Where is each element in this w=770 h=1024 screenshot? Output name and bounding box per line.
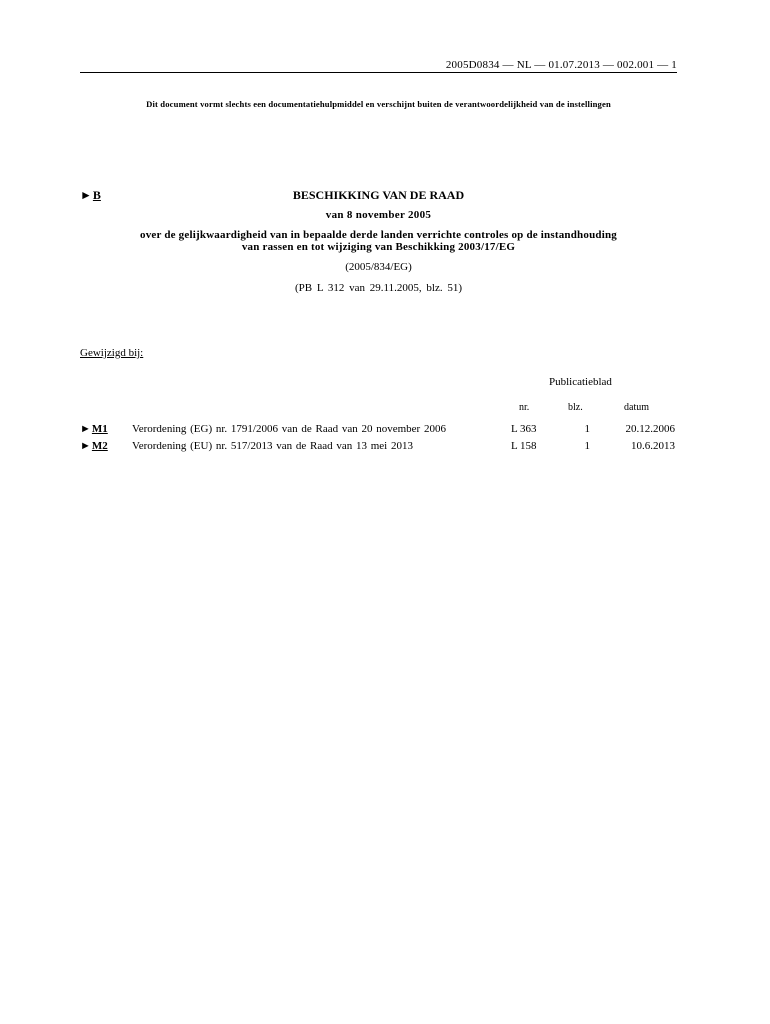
act-title: BESCHIKKING VAN DE RAAD [292,188,465,202]
column-header-datum: datum [624,402,649,413]
arrow-right-icon: ► [80,440,91,452]
amendment-page: 1 [584,440,590,452]
amendment-oj-number: L 158 [511,440,537,452]
amendment-row [80,423,677,439]
publicatieblad-header: Publicatieblad [549,376,612,388]
header-divider [80,72,677,73]
act-subject-line-1: over de gelijkwaardigheid van in bepaalde derde landen verrichte controles op de instandhouding [140,229,617,241]
amendment-page: 1 [584,423,590,435]
amendment-row [80,440,677,456]
act-subject [80,229,677,253]
amendment-marker[interactable] [80,423,108,435]
amendment-code-link[interactable]: M2 [91,440,108,452]
amendment-marker[interactable] [80,440,108,452]
amendment-description: Verordening (EU) nr. 517/2013 van de Raad van 13 mei 2013 [132,440,413,452]
arrow-right-icon: ► [80,188,92,202]
amendment-description: Verordening (EG) nr. 1791/2006 van de Raad van 20 november 2006 [132,423,446,435]
act-number: (2005/834/EG) [345,261,412,273]
amended-by-label: Gewijzigd bij: [80,347,144,359]
arrow-right-icon: ► [80,423,91,435]
document-reference: 2005D0834 — NL — 01.07.2013 — 002.001 — 1 [445,59,677,71]
act-subject-line-2: van rassen en tot wijziging van Beschikking 2003/17/EG [241,241,516,253]
disclaimer-text: Dit document vormt slechts een documentatiehulpmiddel en verschijnt buiten de verantwoordelijkheid van de instellingen [146,99,611,109]
amendment-date: 20.12.2006 [625,423,675,435]
act-publication-reference: (PB L 312 van 29.11.2005, blz. 51) [294,282,462,294]
amendment-oj-number: L 363 [511,423,537,435]
column-header-blz: blz. [568,402,583,413]
base-act-code[interactable]: B [92,188,101,202]
amendment-code-link[interactable]: M1 [91,423,108,435]
amendment-date: 10.6.2013 [631,440,675,452]
column-header-nr: nr. [519,402,530,413]
act-date: van 8 november 2005 [325,209,432,221]
